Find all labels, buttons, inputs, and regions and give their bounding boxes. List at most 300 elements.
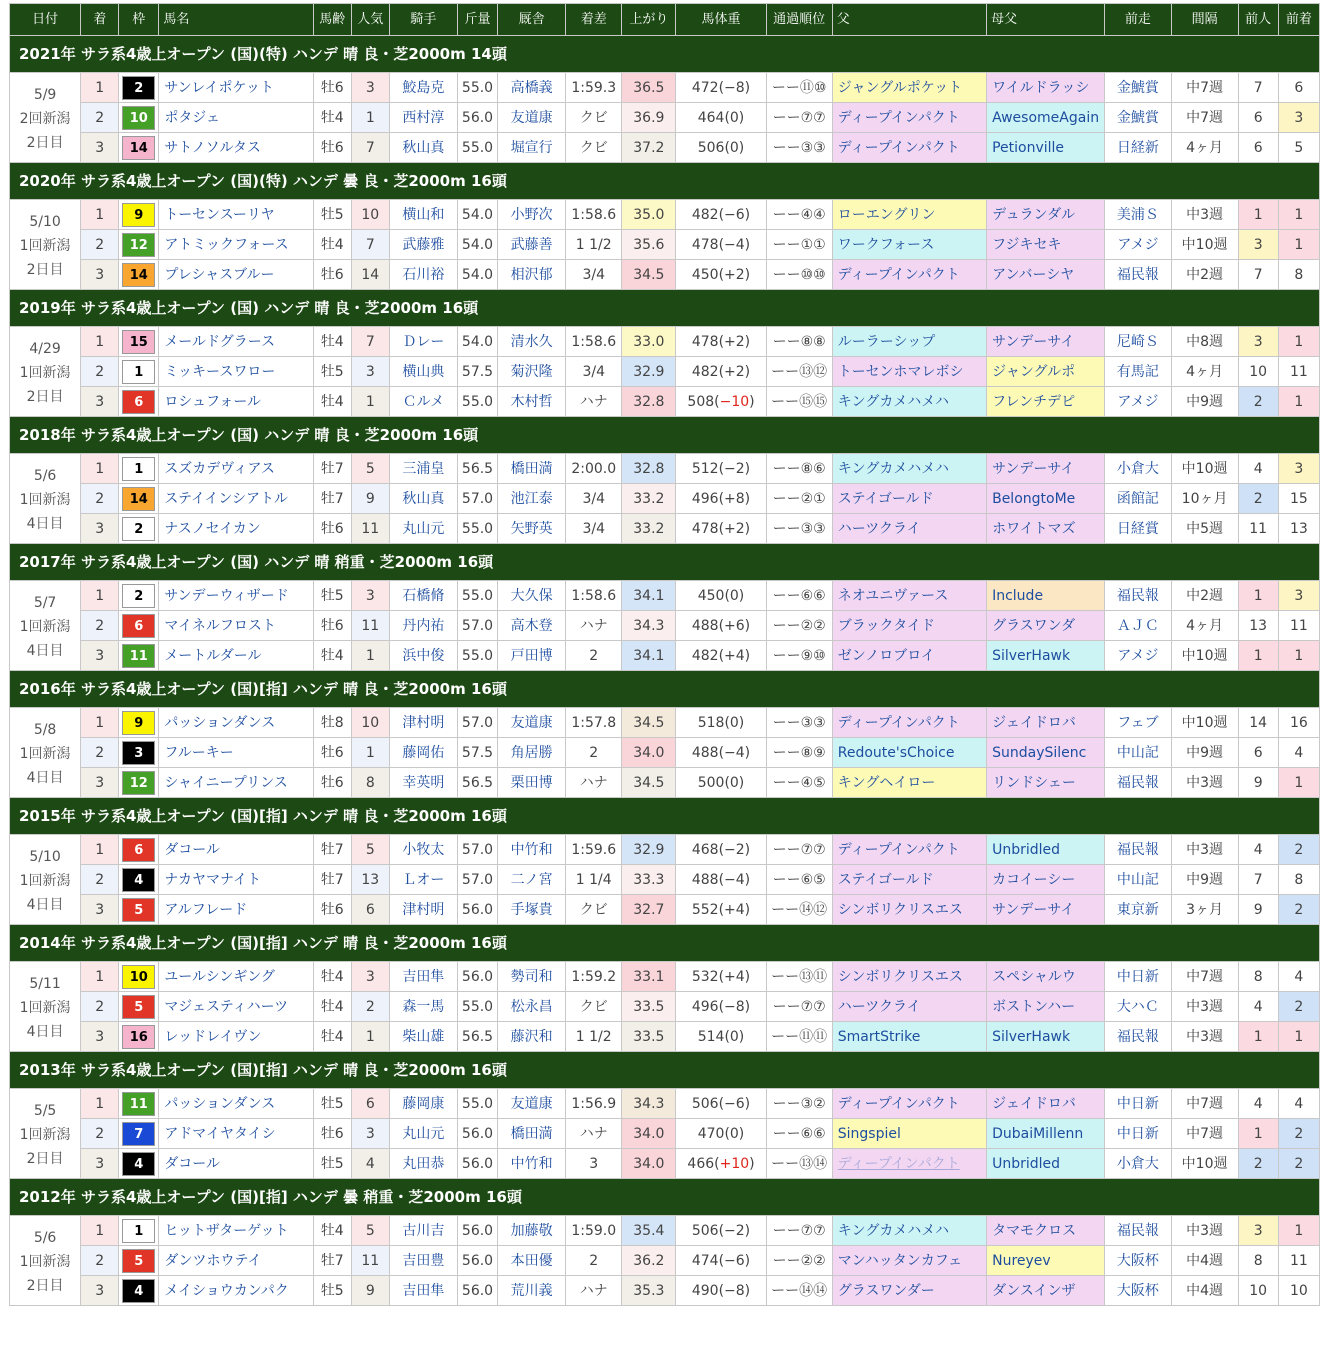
race-date-cell bbox=[10, 962, 81, 1052]
horse-age: 牡4 bbox=[313, 992, 351, 1022]
horse-name-link[interactable]: フルーキー bbox=[159, 738, 313, 768]
finish-position: 3 bbox=[81, 895, 119, 925]
sire-link[interactable]: キングカメハメハ bbox=[832, 454, 986, 484]
jockey-link[interactable]: 秋山真 bbox=[389, 133, 457, 163]
sire-link[interactable]: ゼンノロブロイ bbox=[832, 641, 986, 671]
horse-name-link[interactable]: サンデーウィザード bbox=[159, 581, 313, 611]
horse-name-link[interactable]: メートルダール bbox=[159, 641, 313, 671]
trainer-link[interactable]: 武藤善 bbox=[498, 230, 566, 260]
jockey-link[interactable]: 横山典 bbox=[389, 357, 457, 387]
gate-number-badge: 6 bbox=[122, 838, 155, 862]
broodmare-sire-link[interactable]: デュランダル bbox=[987, 200, 1105, 230]
sire-link[interactable]: SmartStrike bbox=[832, 1022, 986, 1052]
gate-cell bbox=[119, 1246, 159, 1276]
table-row bbox=[10, 1276, 1320, 1306]
popularity: 1 bbox=[351, 387, 389, 417]
sire-link[interactable]: キングカメハメハ bbox=[832, 1216, 986, 1246]
previous-finish: 1 bbox=[1278, 327, 1319, 357]
horse-name-link[interactable]: パッションダンス bbox=[159, 708, 313, 738]
broodmare-sire-link[interactable]: グラスワンダ bbox=[987, 611, 1105, 641]
jockey-link[interactable]: 西村淳 bbox=[389, 103, 457, 133]
finish-position: 2 bbox=[81, 1246, 119, 1276]
column-header: 日付 bbox=[10, 4, 81, 36]
trainer-link[interactable]: 大久保 bbox=[498, 581, 566, 611]
table-row bbox=[10, 962, 1320, 992]
trainer-link[interactable]: 勢司和 bbox=[498, 962, 566, 992]
sire-link[interactable]: Singspiel bbox=[832, 1119, 986, 1149]
passing-order: ーー⑪⑪ bbox=[766, 1022, 832, 1052]
trainer-link[interactable]: 二ノ宮 bbox=[498, 865, 566, 895]
table-row bbox=[10, 484, 1320, 514]
sire-link[interactable]: ネオユニヴァース bbox=[832, 581, 986, 611]
trainer-link[interactable]: 橋田満 bbox=[498, 1119, 566, 1149]
previous-race-link[interactable]: 東京新 bbox=[1105, 895, 1171, 925]
passing-order: ーー⑧⑥ bbox=[766, 454, 832, 484]
previous-race-link[interactable]: 中日新 bbox=[1105, 962, 1171, 992]
table-row bbox=[10, 387, 1320, 417]
popularity: 5 bbox=[351, 454, 389, 484]
broodmare-sire-link[interactable]: ジャングルポ bbox=[987, 357, 1105, 387]
previous-race-link[interactable]: 金鯱賞 bbox=[1105, 103, 1171, 133]
horse-age: 牡8 bbox=[313, 708, 351, 738]
previous-finish: 1 bbox=[1278, 200, 1319, 230]
sire-link[interactable]: ジャングルポケット bbox=[832, 73, 986, 103]
previous-race-link[interactable]: 中山記 bbox=[1105, 865, 1171, 895]
race-title: 2016年 サラ系4歳上オープン (国)[指] ハンデ 晴 良・芝2000m 16頭 bbox=[10, 671, 1320, 708]
horse-name-link[interactable]: サンレイポケット bbox=[159, 73, 313, 103]
previous-popularity: 10 bbox=[1238, 357, 1278, 387]
sire-link[interactable]: ディープインパクト bbox=[832, 260, 986, 290]
horse-name-link[interactable]: ダンツホウテイ bbox=[159, 1246, 313, 1276]
jockey-link[interactable]: 三浦皇 bbox=[389, 454, 457, 484]
broodmare-sire-link[interactable]: ジェイドロバ bbox=[987, 1089, 1105, 1119]
last-3f-time: 36.5 bbox=[622, 73, 676, 103]
jockey-link[interactable]: 秋山真 bbox=[389, 484, 457, 514]
race-title: 2018年 サラ系4歳上オープン (国) ハンデ 晴 良・芝2000m 16頭 bbox=[10, 417, 1320, 454]
previous-finish: 4 bbox=[1278, 1089, 1319, 1119]
broodmare-sire-link[interactable]: ジェイドロバ bbox=[987, 708, 1105, 738]
broodmare-sire-link[interactable]: Include bbox=[987, 581, 1105, 611]
trainer-link[interactable]: 木村哲 bbox=[498, 387, 566, 417]
previous-race-link[interactable]: 大阪杯 bbox=[1105, 1246, 1171, 1276]
horse-name-link[interactable]: ナスノセイカン bbox=[159, 514, 313, 544]
jockey-link[interactable]: 吉田隼 bbox=[389, 962, 457, 992]
gate-number-badge: 4 bbox=[122, 868, 155, 892]
previous-race-link[interactable]: 美浦Ｓ bbox=[1105, 200, 1171, 230]
broodmare-sire-link[interactable]: Nureyev bbox=[987, 1246, 1105, 1276]
previous-race-link[interactable]: 函館記 bbox=[1105, 484, 1171, 514]
horse-name-link[interactable]: アドマイヤタイシ bbox=[159, 1119, 313, 1149]
sire-link[interactable]: ハーツクライ bbox=[832, 514, 986, 544]
broodmare-sire-link[interactable]: ワイルドラッシ bbox=[987, 73, 1105, 103]
horse-name-link[interactable]: トーセンスーリヤ bbox=[159, 200, 313, 230]
passing-order: ーー⑬⑭ bbox=[766, 1149, 832, 1179]
broodmare-sire-link[interactable]: ホワイトマズ bbox=[987, 514, 1105, 544]
jockey-link[interactable]: Ｄレー bbox=[389, 327, 457, 357]
previous-popularity: 1 bbox=[1238, 1022, 1278, 1052]
jockey-link[interactable]: Ｌオー bbox=[389, 865, 457, 895]
sire-link[interactable]: ステイゴールド bbox=[832, 865, 986, 895]
finish-position: 3 bbox=[81, 514, 119, 544]
body-weight: 468(−2) bbox=[676, 835, 766, 865]
column-header: 着差 bbox=[566, 4, 622, 36]
broodmare-sire-link[interactable]: Unbridled bbox=[987, 1149, 1105, 1179]
sire-link[interactable]: ディープインパクト bbox=[832, 835, 986, 865]
popularity: 1 bbox=[351, 1022, 389, 1052]
previous-popularity: 4 bbox=[1238, 454, 1278, 484]
meeting-day: 4日目 bbox=[26, 642, 64, 659]
column-header: 厩舎 bbox=[498, 4, 566, 36]
horse-age: 牡4 bbox=[313, 641, 351, 671]
sire-link[interactable]: ディープインパクト bbox=[832, 103, 986, 133]
finish-position: 3 bbox=[81, 641, 119, 671]
body-weight: 552(+4) bbox=[676, 895, 766, 925]
jockey-link[interactable]: 鮫島克 bbox=[389, 73, 457, 103]
broodmare-sire-link[interactable]: タマモクロス bbox=[987, 1216, 1105, 1246]
previous-race-link[interactable]: 小倉大 bbox=[1105, 454, 1171, 484]
previous-finish: 3 bbox=[1278, 103, 1319, 133]
sire-link[interactable]: グラスワンダー bbox=[832, 1276, 986, 1306]
previous-finish: 1 bbox=[1278, 641, 1319, 671]
previous-race-link[interactable]: フェブ bbox=[1105, 708, 1171, 738]
previous-finish: 6 bbox=[1278, 73, 1319, 103]
horse-name-link[interactable]: ダコール bbox=[159, 1149, 313, 1179]
trainer-link[interactable]: 小野次 bbox=[498, 200, 566, 230]
trainer-link[interactable]: 堀宣行 bbox=[498, 133, 566, 163]
passing-order: ーー⑧⑨ bbox=[766, 738, 832, 768]
previous-finish: 2 bbox=[1278, 835, 1319, 865]
gate-number-badge: 5 bbox=[122, 1249, 155, 1273]
jockey-link[interactable]: 古川吉 bbox=[389, 1216, 457, 1246]
body-weight-close: ) bbox=[749, 393, 755, 410]
sire-link[interactable]: キングヘイロー bbox=[832, 768, 986, 798]
sire-link[interactable]: ディープインパクト bbox=[832, 1149, 986, 1179]
horse-name-link[interactable]: ダコール bbox=[159, 835, 313, 865]
passing-order: ーー⑦⑦ bbox=[766, 835, 832, 865]
previous-race-link[interactable]: 有馬記 bbox=[1105, 357, 1171, 387]
carried-weight: 57.0 bbox=[457, 611, 497, 641]
horse-name-link[interactable]: アルフレード bbox=[159, 895, 313, 925]
sire-link[interactable]: キングカメハメハ bbox=[832, 387, 986, 417]
carried-weight: 55.0 bbox=[457, 581, 497, 611]
table-row bbox=[10, 1089, 1320, 1119]
trainer-link[interactable]: 友道康 bbox=[498, 708, 566, 738]
previous-race-link[interactable]: 日経新 bbox=[1105, 133, 1171, 163]
sire-link[interactable]: トーセンホマレボシ bbox=[832, 357, 986, 387]
trainer-link[interactable]: 手塚貴 bbox=[498, 895, 566, 925]
jockey-link[interactable]: 津村明 bbox=[389, 708, 457, 738]
gate-number-badge: 9 bbox=[122, 203, 155, 227]
broodmare-sire-link[interactable]: ボストンハー bbox=[987, 992, 1105, 1022]
previous-race-link[interactable]: 金鯱賞 bbox=[1105, 73, 1171, 103]
horse-age: 牡4 bbox=[313, 230, 351, 260]
horse-name-link[interactable]: ロシュフォール bbox=[159, 387, 313, 417]
passing-order: ーー①① bbox=[766, 230, 832, 260]
broodmare-sire-link[interactable]: BelongtoMe bbox=[987, 484, 1105, 514]
jockey-link[interactable]: 横山和 bbox=[389, 200, 457, 230]
sire-link[interactable]: ハーツクライ bbox=[832, 992, 986, 1022]
trainer-link[interactable]: 友道康 bbox=[498, 1089, 566, 1119]
race-title: 2014年 サラ系4歳上オープン (国)[指] ハンデ 晴 良・芝2000m 16頭 bbox=[10, 925, 1320, 962]
trainer-link[interactable]: 角居勝 bbox=[498, 738, 566, 768]
previous-finish: 2 bbox=[1278, 992, 1319, 1022]
previous-race-link[interactable]: 中日新 bbox=[1105, 1119, 1171, 1149]
jockey-link[interactable]: 浜中俊 bbox=[389, 641, 457, 671]
sire-link[interactable]: ルーラーシップ bbox=[832, 327, 986, 357]
broodmare-sire-link[interactable]: アンバーシヤ bbox=[987, 260, 1105, 290]
horse-name-link[interactable]: メイショウカンパク bbox=[159, 1276, 313, 1306]
previous-race-link[interactable]: ＡＪＣ bbox=[1105, 611, 1171, 641]
horse-name-link[interactable]: マジェスティハーツ bbox=[159, 992, 313, 1022]
sire-link[interactable]: ステイゴールド bbox=[832, 484, 986, 514]
previous-race-link[interactable]: アメジ bbox=[1105, 387, 1171, 417]
race-interval: 中2週 bbox=[1171, 260, 1238, 290]
trainer-link[interactable]: 松永昌 bbox=[498, 992, 566, 1022]
sire-link[interactable]: ブラックタイド bbox=[832, 611, 986, 641]
margin: 2 bbox=[566, 738, 622, 768]
margin: ハナ bbox=[566, 768, 622, 798]
race-interval: 中9週 bbox=[1171, 738, 1238, 768]
trainer-link[interactable]: 高木登 bbox=[498, 611, 566, 641]
jockey-link[interactable]: 石川裕 bbox=[389, 260, 457, 290]
jockey-link[interactable]: 藤岡佑 bbox=[389, 738, 457, 768]
horse-name-link[interactable]: ナカヤマナイト bbox=[159, 865, 313, 895]
horse-name-link[interactable]: アトミックフォース bbox=[159, 230, 313, 260]
horse-name-link[interactable]: パッションダンス bbox=[159, 1089, 313, 1119]
trainer-link[interactable]: 荒川義 bbox=[498, 1276, 566, 1306]
jockey-link[interactable]: 丸田恭 bbox=[389, 1149, 457, 1179]
race-date: 5/6 bbox=[33, 1229, 57, 1246]
jockey-link[interactable]: 石橋脩 bbox=[389, 581, 457, 611]
broodmare-sire-link[interactable]: フレンチデピ bbox=[987, 387, 1105, 417]
horse-name-link[interactable]: マイネルフロスト bbox=[159, 611, 313, 641]
jockey-link[interactable]: 武藤雅 bbox=[389, 230, 457, 260]
passing-order: ーー③③ bbox=[766, 708, 832, 738]
broodmare-sire-link[interactable]: サンデーサイ bbox=[987, 895, 1105, 925]
sire-link[interactable]: ディープインパクト bbox=[832, 1089, 986, 1119]
meeting-day: 2日目 bbox=[26, 261, 64, 278]
race-date: 5/11 bbox=[29, 975, 61, 992]
gate-cell bbox=[119, 895, 159, 925]
previous-race-link[interactable]: 尼崎Ｓ bbox=[1105, 327, 1171, 357]
race-interval: 中7週 bbox=[1171, 962, 1238, 992]
trainer-link[interactable]: 菊沢隆 bbox=[498, 357, 566, 387]
broodmare-sire-link[interactable]: カコイーシー bbox=[987, 865, 1105, 895]
previous-race-link[interactable]: 中日新 bbox=[1105, 1089, 1171, 1119]
previous-race-link[interactable]: 福民報 bbox=[1105, 260, 1171, 290]
horse-name-link[interactable]: レッドレイヴン bbox=[159, 1022, 313, 1052]
last-3f-time: 34.5 bbox=[622, 708, 676, 738]
previous-race-link[interactable]: 中山記 bbox=[1105, 738, 1171, 768]
horse-name-link[interactable]: スズカデヴィアス bbox=[159, 454, 313, 484]
trainer-link[interactable]: 清水久 bbox=[498, 327, 566, 357]
race-date: 5/6 bbox=[33, 467, 57, 484]
sire-link[interactable]: ディープインパクト bbox=[832, 133, 986, 163]
previous-finish: 3 bbox=[1278, 454, 1319, 484]
horse-name-link[interactable]: メールドグラース bbox=[159, 327, 313, 357]
table-row bbox=[10, 260, 1320, 290]
previous-race-link[interactable]: 福民報 bbox=[1105, 1216, 1171, 1246]
column-header: 馬名 bbox=[159, 4, 313, 36]
gate-cell bbox=[119, 103, 159, 133]
jockey-link[interactable]: 藤岡康 bbox=[389, 1089, 457, 1119]
popularity: 6 bbox=[351, 1089, 389, 1119]
trainer-link[interactable]: 友道康 bbox=[498, 103, 566, 133]
previous-popularity: 10 bbox=[1238, 1276, 1278, 1306]
jockey-link[interactable]: 津村明 bbox=[389, 895, 457, 925]
horse-name-link[interactable]: ユールシンギング bbox=[159, 962, 313, 992]
popularity: 9 bbox=[351, 1276, 389, 1306]
popularity: 11 bbox=[351, 611, 389, 641]
trainer-link[interactable]: 中竹和 bbox=[498, 835, 566, 865]
gate-cell bbox=[119, 865, 159, 895]
broodmare-sire-link[interactable]: SilverHawk bbox=[987, 1022, 1105, 1052]
finish-position: 2 bbox=[81, 357, 119, 387]
previous-race-link[interactable]: 福民報 bbox=[1105, 581, 1171, 611]
horse-name-link[interactable]: サトノソルタス bbox=[159, 133, 313, 163]
trainer-link[interactable]: 本田優 bbox=[498, 1246, 566, 1276]
horse-name-link[interactable]: ヒットザターゲット bbox=[159, 1216, 313, 1246]
previous-race-link[interactable]: アメジ bbox=[1105, 230, 1171, 260]
previous-race-link[interactable]: 小倉大 bbox=[1105, 1149, 1171, 1179]
sire-link[interactable]: ワークフォース bbox=[832, 230, 986, 260]
broodmare-sire-link[interactable]: DubaiMillenn bbox=[987, 1119, 1105, 1149]
race-header-row bbox=[10, 1179, 1320, 1216]
race-header-row bbox=[10, 1052, 1320, 1089]
margin: 1:58.6 bbox=[566, 327, 622, 357]
previous-race-link[interactable]: 福民報 bbox=[1105, 768, 1171, 798]
sire-link[interactable]: シンボリクリスエス bbox=[832, 895, 986, 925]
race-title: 2019年 サラ系4歳上オープン (国) ハンデ 晴 良・芝2000m 16頭 bbox=[10, 290, 1320, 327]
jockey-link[interactable]: 丸山元 bbox=[389, 1119, 457, 1149]
previous-race-link[interactable]: 日経賞 bbox=[1105, 514, 1171, 544]
trainer-link[interactable]: 中竹和 bbox=[498, 1149, 566, 1179]
gate-number-badge: 11 bbox=[122, 644, 155, 668]
race-interval: 中3週 bbox=[1171, 1022, 1238, 1052]
gate-number-badge: 16 bbox=[122, 1025, 155, 1049]
horse-name-link[interactable]: プレシャスブルー bbox=[159, 260, 313, 290]
jockey-link[interactable]: 幸英明 bbox=[389, 768, 457, 798]
broodmare-sire-link[interactable]: リンドシェー bbox=[987, 768, 1105, 798]
jockey-link[interactable]: 吉田隼 bbox=[389, 1276, 457, 1306]
gate-number-badge: 14 bbox=[122, 487, 155, 511]
horse-name-link[interactable]: ポタジェ bbox=[159, 103, 313, 133]
broodmare-sire-link[interactable]: ダンスインザ bbox=[987, 1276, 1105, 1306]
previous-race-link[interactable]: 福民報 bbox=[1105, 1022, 1171, 1052]
sire-link[interactable]: シンボリクリスエス bbox=[832, 962, 986, 992]
broodmare-sire-link[interactable]: サンデーサイ bbox=[987, 327, 1105, 357]
jockey-link[interactable]: 小牧太 bbox=[389, 835, 457, 865]
trainer-link[interactable]: 池江泰 bbox=[498, 484, 566, 514]
broodmare-sire-link[interactable]: Petionville bbox=[987, 133, 1105, 163]
column-header: 騎手 bbox=[389, 4, 457, 36]
jockey-link[interactable]: 森一馬 bbox=[389, 992, 457, 1022]
race-interval: 中7週 bbox=[1171, 1119, 1238, 1149]
trainer-link[interactable]: 栗田博 bbox=[498, 768, 566, 798]
horse-age: 牡5 bbox=[313, 1276, 351, 1306]
popularity: 10 bbox=[351, 200, 389, 230]
broodmare-sire-link[interactable]: サンデーサイ bbox=[987, 454, 1105, 484]
sire-link[interactable]: Redoute'sChoice bbox=[832, 738, 986, 768]
passing-order: ーー⑮⑮ bbox=[766, 387, 832, 417]
trainer-link[interactable]: 戸田博 bbox=[498, 641, 566, 671]
previous-race-link[interactable]: 大阪杯 bbox=[1105, 1276, 1171, 1306]
sire-link[interactable]: マンハッタンカフェ bbox=[832, 1246, 986, 1276]
trainer-link[interactable]: 相沢郁 bbox=[498, 260, 566, 290]
trainer-link[interactable]: 藤沢和 bbox=[498, 1022, 566, 1052]
race-interval: 中2週 bbox=[1171, 581, 1238, 611]
previous-finish: 13 bbox=[1278, 514, 1319, 544]
finish-position: 3 bbox=[81, 260, 119, 290]
jockey-link[interactable]: Ｃルメ bbox=[389, 387, 457, 417]
race-date-cell bbox=[10, 708, 81, 798]
last-3f-time: 34.5 bbox=[622, 768, 676, 798]
trainer-link[interactable]: 矢野英 bbox=[498, 514, 566, 544]
header-row bbox=[10, 4, 1320, 36]
jockey-link[interactable]: 柴山雄 bbox=[389, 1022, 457, 1052]
race-date-cell bbox=[10, 581, 81, 671]
previous-race-link[interactable]: 福民報 bbox=[1105, 835, 1171, 865]
broodmare-sire-link[interactable]: Unbridled bbox=[987, 835, 1105, 865]
horse-name-link[interactable]: シャイニープリンス bbox=[159, 768, 313, 798]
last-3f-time: 34.1 bbox=[622, 641, 676, 671]
passing-order: ーー③② bbox=[766, 1089, 832, 1119]
previous-popularity: 3 bbox=[1238, 1216, 1278, 1246]
trainer-link[interactable]: 加藤敬 bbox=[498, 1216, 566, 1246]
margin: 1:59.2 bbox=[566, 962, 622, 992]
margin: 1 1/4 bbox=[566, 865, 622, 895]
broodmare-sire-link[interactable]: AwesomeAgain bbox=[987, 103, 1105, 133]
race-date: 4/29 bbox=[29, 340, 61, 357]
broodmare-sire-link[interactable]: SundaySilenc bbox=[987, 738, 1105, 768]
broodmare-sire-link[interactable]: スペシャルウ bbox=[987, 962, 1105, 992]
horse-age: 牡6 bbox=[313, 514, 351, 544]
broodmare-sire-link[interactable]: フジキセキ bbox=[987, 230, 1105, 260]
trainer-link[interactable]: 橋田満 bbox=[498, 454, 566, 484]
column-header: 人気 bbox=[351, 4, 389, 36]
margin: 2 bbox=[566, 641, 622, 671]
jockey-link[interactable]: 吉田豊 bbox=[389, 1246, 457, 1276]
previous-finish: 1 bbox=[1278, 387, 1319, 417]
column-header: 前人 bbox=[1238, 4, 1278, 36]
margin: ハナ bbox=[566, 1119, 622, 1149]
horse-age: 牡5 bbox=[313, 1149, 351, 1179]
passing-order: ーー⑦⑦ bbox=[766, 992, 832, 1022]
column-header: 上がり bbox=[622, 4, 676, 36]
previous-popularity: 1 bbox=[1238, 581, 1278, 611]
race-title: 2020年 サラ系4歳上オープン (国)(特) ハンデ 曇 良・芝2000m 16頭 bbox=[10, 163, 1320, 200]
column-header: 通過順位 bbox=[766, 4, 832, 36]
sire-link[interactable]: ローエングリン bbox=[832, 200, 986, 230]
race-interval: 中8週 bbox=[1171, 327, 1238, 357]
previous-race-link[interactable]: アメジ bbox=[1105, 641, 1171, 671]
last-3f-time: 34.0 bbox=[622, 1149, 676, 1179]
horse-name-link[interactable]: ステイインシアトル bbox=[159, 484, 313, 514]
sire-link[interactable]: ディープインパクト bbox=[832, 708, 986, 738]
carried-weight: 56.5 bbox=[457, 768, 497, 798]
previous-finish: 16 bbox=[1278, 708, 1319, 738]
jockey-link[interactable]: 丹内祐 bbox=[389, 611, 457, 641]
broodmare-sire-link[interactable]: SilverHawk bbox=[987, 641, 1105, 671]
jockey-link[interactable]: 丸山元 bbox=[389, 514, 457, 544]
race-date-cell bbox=[10, 1089, 81, 1179]
table-row bbox=[10, 103, 1320, 133]
column-header: 馬体重 bbox=[676, 4, 766, 36]
trainer-link[interactable]: 高橋義 bbox=[498, 73, 566, 103]
gate-number-badge: 6 bbox=[122, 614, 155, 638]
horse-name-link[interactable]: ミッキースワロー bbox=[159, 357, 313, 387]
previous-race-link[interactable]: 大ハＣ bbox=[1105, 992, 1171, 1022]
